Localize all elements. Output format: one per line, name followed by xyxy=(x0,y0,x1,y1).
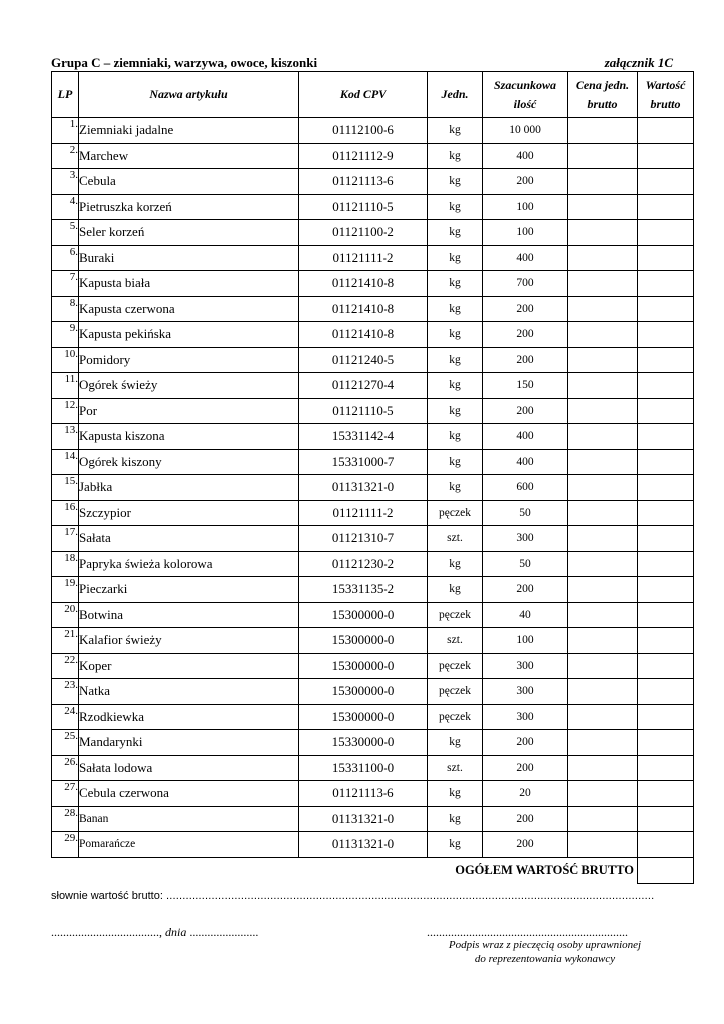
value-cell[interactable] xyxy=(638,169,694,195)
row-number: 1. xyxy=(52,118,79,144)
cpv-code: 01131321-0 xyxy=(299,832,428,858)
table-row xyxy=(52,347,694,373)
unit-price-cell[interactable] xyxy=(568,169,638,195)
value-cell[interactable] xyxy=(638,628,694,654)
cpv-code: 01121111-2 xyxy=(299,500,428,526)
unit-price-cell[interactable] xyxy=(568,424,638,450)
unit: kg xyxy=(428,806,483,832)
unit: kg xyxy=(428,449,483,475)
row-number: 19. xyxy=(52,577,79,603)
value-cell[interactable] xyxy=(638,730,694,756)
estimated-quantity: 200 xyxy=(483,322,568,348)
header-row xyxy=(52,72,694,118)
unit-price-cell[interactable] xyxy=(568,628,638,654)
item-name: Jabłka xyxy=(79,475,299,501)
unit: szt. xyxy=(428,628,483,654)
unit-price-cell[interactable] xyxy=(568,220,638,246)
cpv-code: 01121240-5 xyxy=(299,347,428,373)
value-cell[interactable] xyxy=(638,373,694,399)
row-number: 26. xyxy=(52,755,79,781)
signature-caption-line1: Podpis wraz z pieczęcią osoby uprawnionej xyxy=(448,939,642,951)
unit-price-cell[interactable] xyxy=(568,551,638,577)
estimated-quantity: 200 xyxy=(483,398,568,424)
unit: pęczek xyxy=(428,500,483,526)
value-cell[interactable] xyxy=(638,347,694,373)
value-cell[interactable] xyxy=(638,398,694,424)
estimated-quantity: 100 xyxy=(483,194,568,220)
unit-price-cell[interactable] xyxy=(568,271,638,297)
total-value-cell[interactable] xyxy=(638,857,694,883)
estimated-quantity: 200 xyxy=(483,577,568,603)
unit-price-cell[interactable] xyxy=(568,526,638,552)
table-row xyxy=(52,143,694,169)
value-cell[interactable] xyxy=(638,832,694,858)
col-header-unit: Jedn. xyxy=(428,72,483,118)
item-name: Seler korzeń xyxy=(79,220,299,246)
row-number: 23. xyxy=(52,679,79,705)
unit-price-cell[interactable] xyxy=(568,832,638,858)
item-name: Buraki xyxy=(79,245,299,271)
estimated-quantity: 10 000 xyxy=(483,118,568,144)
items-table-body xyxy=(52,118,694,858)
row-number: 21. xyxy=(52,628,79,654)
unit: kg xyxy=(428,322,483,348)
value-cell[interactable] xyxy=(638,755,694,781)
estimated-quantity: 200 xyxy=(483,806,568,832)
unit-price-cell[interactable] xyxy=(568,143,638,169)
unit-price-cell[interactable] xyxy=(568,118,638,144)
row-number: 8. xyxy=(52,296,79,322)
row-number: 11. xyxy=(52,373,79,399)
cpv-code: 01121410-8 xyxy=(299,296,428,322)
item-name: Ogórek kiszony xyxy=(79,449,299,475)
row-number: 3. xyxy=(52,169,79,195)
table-row xyxy=(52,220,694,246)
row-number: 20. xyxy=(52,602,79,628)
row-number: 9. xyxy=(52,322,79,348)
estimated-quantity: 40 xyxy=(483,602,568,628)
table-row xyxy=(52,373,694,399)
item-name: Ogórek świeży xyxy=(79,373,299,399)
row-number: 5. xyxy=(52,220,79,246)
unit-price-cell[interactable] xyxy=(568,781,638,807)
amount-in-words-field[interactable]: ...................................................................................................................................................... xyxy=(165,890,655,902)
estimated-quantity: 50 xyxy=(483,551,568,577)
unit-price-cell[interactable] xyxy=(568,577,638,603)
estimated-quantity: 100 xyxy=(483,628,568,654)
amount-in-words-separator: : xyxy=(159,890,163,902)
unit: pęczek xyxy=(428,653,483,679)
row-number: 7. xyxy=(52,271,79,297)
estimated-quantity: 20 xyxy=(483,781,568,807)
row-number: 6. xyxy=(52,245,79,271)
estimated-quantity: 200 xyxy=(483,296,568,322)
value-cell[interactable] xyxy=(638,602,694,628)
row-number: 14. xyxy=(52,449,79,475)
cpv-code: 01121111-2 xyxy=(299,245,428,271)
unit-price-cell[interactable] xyxy=(568,398,638,424)
unit: kg xyxy=(428,730,483,756)
cpv-code: 01121410-8 xyxy=(299,322,428,348)
estimated-quantity: 400 xyxy=(483,449,568,475)
table-row xyxy=(52,296,694,322)
estimated-quantity: 200 xyxy=(483,169,568,195)
estimated-quantity: 200 xyxy=(483,347,568,373)
cpv-code: 01121310-7 xyxy=(299,526,428,552)
table-row xyxy=(52,551,694,577)
row-number: 16. xyxy=(52,500,79,526)
unit: pęczek xyxy=(428,602,483,628)
unit-price-cell[interactable] xyxy=(568,322,638,348)
estimated-quantity: 300 xyxy=(483,653,568,679)
place-date-line xyxy=(51,925,258,940)
cpv-code: 01121270-4 xyxy=(299,373,428,399)
row-number: 22. xyxy=(52,653,79,679)
value-cell[interactable] xyxy=(638,475,694,501)
total-label: OGÓŁEM WARTOŚĆ BRUTTO xyxy=(52,857,638,883)
unit: kg xyxy=(428,832,483,858)
unit: kg xyxy=(428,373,483,399)
cpv-code: 15331135-2 xyxy=(299,577,428,603)
table-row xyxy=(52,194,694,220)
unit: kg xyxy=(428,551,483,577)
value-cell[interactable] xyxy=(638,118,694,144)
unit-price-cell[interactable] xyxy=(568,755,638,781)
item-name: Papryka świeża kolorowa xyxy=(79,551,299,577)
cpv-code: 15331000-7 xyxy=(299,449,428,475)
cpv-code: 01121230-2 xyxy=(299,551,428,577)
value-cell[interactable] xyxy=(638,449,694,475)
row-number: 2. xyxy=(52,143,79,169)
item-name: Kalafior świeży xyxy=(79,628,299,654)
unit-price-cell[interactable] xyxy=(568,704,638,730)
unit: kg xyxy=(428,118,483,144)
table-row xyxy=(52,602,694,628)
estimated-quantity: 200 xyxy=(483,832,568,858)
table-row xyxy=(52,169,694,195)
table-row xyxy=(52,424,694,450)
item-name: Kapusta kiszona xyxy=(79,424,299,450)
cpv-code: 15330000-0 xyxy=(299,730,428,756)
table-row xyxy=(52,781,694,807)
unit: kg xyxy=(428,143,483,169)
cpv-code: 01121110-5 xyxy=(299,194,428,220)
row-number: 18. xyxy=(52,551,79,577)
estimated-quantity: 400 xyxy=(483,245,568,271)
col-header-unit-price-line2: brutto xyxy=(587,96,618,111)
unit: kg xyxy=(428,398,483,424)
table-row xyxy=(52,245,694,271)
value-cell[interactable] xyxy=(638,806,694,832)
row-number: 28. xyxy=(52,806,79,832)
row-number: 13. xyxy=(52,424,79,450)
item-name: Cebula czerwona xyxy=(79,781,299,807)
unit: kg xyxy=(428,577,483,603)
date-field[interactable]: ....................... xyxy=(186,925,259,939)
unit: kg xyxy=(428,220,483,246)
unit: kg xyxy=(428,194,483,220)
estimated-quantity: 600 xyxy=(483,475,568,501)
col-header-value xyxy=(638,72,694,118)
item-name: Banan xyxy=(79,806,299,832)
item-name: Sałata xyxy=(79,526,299,552)
value-cell[interactable] xyxy=(638,271,694,297)
unit: kg xyxy=(428,169,483,195)
total-row xyxy=(52,857,694,883)
date-label: dnia xyxy=(165,925,187,939)
item-name: Cebula xyxy=(79,169,299,195)
cpv-code: 15331142-4 xyxy=(299,424,428,450)
table-row xyxy=(52,475,694,501)
estimated-quantity: 300 xyxy=(483,526,568,552)
annex-label: załącznik 1C xyxy=(604,55,673,70)
unit-price-cell[interactable] xyxy=(568,475,638,501)
unit: szt. xyxy=(428,755,483,781)
unit-price-cell[interactable] xyxy=(568,602,638,628)
unit-price-cell[interactable] xyxy=(568,730,638,756)
col-header-value-line2: brutto xyxy=(650,96,681,111)
estimated-quantity: 200 xyxy=(483,755,568,781)
items-table xyxy=(51,71,694,884)
cpv-code: 01121113-6 xyxy=(299,169,428,195)
cpv-code: 01121100-2 xyxy=(299,220,428,246)
unit-price-cell[interactable] xyxy=(568,373,638,399)
item-name: Pieczarki xyxy=(79,577,299,603)
table-row xyxy=(52,398,694,424)
unit: kg xyxy=(428,271,483,297)
row-number: 12. xyxy=(52,398,79,424)
table-row xyxy=(52,628,694,654)
signature-caption-line2: do reprezentowania wykonawcy xyxy=(474,953,616,965)
cpv-code: 15331100-0 xyxy=(299,755,428,781)
amount-in-words-line xyxy=(51,890,654,902)
item-name: Ziemniaki jadalne xyxy=(79,118,299,144)
value-cell[interactable] xyxy=(638,551,694,577)
estimated-quantity: 200 xyxy=(483,730,568,756)
table-row xyxy=(52,653,694,679)
row-number: 29. xyxy=(52,832,79,858)
col-header-cpv: Kod CPV xyxy=(299,72,428,118)
value-cell[interactable] xyxy=(638,653,694,679)
value-cell[interactable] xyxy=(638,143,694,169)
estimated-quantity: 400 xyxy=(483,424,568,450)
item-name: Koper xyxy=(79,653,299,679)
unit-price-cell[interactable] xyxy=(568,245,638,271)
row-number: 15. xyxy=(52,475,79,501)
unit-price-cell[interactable] xyxy=(568,347,638,373)
col-header-qty xyxy=(483,72,568,118)
estimated-quantity: 300 xyxy=(483,679,568,705)
item-name: Kapusta biała xyxy=(79,271,299,297)
cpv-code: 01121113-6 xyxy=(299,781,428,807)
signature-caption xyxy=(400,938,690,966)
unit: kg xyxy=(428,245,483,271)
estimated-quantity: 400 xyxy=(483,143,568,169)
table-row xyxy=(52,806,694,832)
table-row xyxy=(52,449,694,475)
value-cell[interactable] xyxy=(638,424,694,450)
value-cell[interactable] xyxy=(638,577,694,603)
cpv-code: 01121110-5 xyxy=(299,398,428,424)
value-cell[interactable] xyxy=(638,245,694,271)
cpv-code: 15300000-0 xyxy=(299,628,428,654)
value-cell[interactable] xyxy=(638,296,694,322)
group-title: Grupa C – ziemniaki, warzywa, owoce, kiszonki xyxy=(51,55,318,70)
item-name: Kapusta czerwona xyxy=(79,296,299,322)
row-number: 27. xyxy=(52,781,79,807)
estimated-quantity: 50 xyxy=(483,500,568,526)
amount-in-words-label: słownie wartość brutto xyxy=(51,890,160,902)
unit: kg xyxy=(428,296,483,322)
value-cell[interactable] xyxy=(638,781,694,807)
unit-price-cell[interactable] xyxy=(568,653,638,679)
cpv-code: 15300000-0 xyxy=(299,704,428,730)
value-cell[interactable] xyxy=(638,194,694,220)
item-name: Sałata lodowa xyxy=(79,755,299,781)
unit: szt. xyxy=(428,526,483,552)
col-header-value-line1: Wartość xyxy=(645,77,686,92)
col-header-name: Nazwa artykułu xyxy=(79,72,299,118)
unit: kg xyxy=(428,781,483,807)
unit-price-cell[interactable] xyxy=(568,806,638,832)
item-name: Por xyxy=(79,398,299,424)
table-row xyxy=(52,832,694,858)
col-header-unit-price xyxy=(568,72,638,118)
unit-price-cell[interactable] xyxy=(568,500,638,526)
row-number: 25. xyxy=(52,730,79,756)
item-name: Pomarańcze xyxy=(79,832,299,858)
unit: kg xyxy=(428,424,483,450)
estimated-quantity: 150 xyxy=(483,373,568,399)
table-row xyxy=(52,730,694,756)
item-name: Szczypior xyxy=(79,500,299,526)
row-number: 4. xyxy=(52,194,79,220)
signature-field[interactable]: ................................................................... xyxy=(427,925,628,939)
unit-price-cell[interactable] xyxy=(568,679,638,705)
item-name: Pietruszka korzeń xyxy=(79,194,299,220)
cpv-code: 01112100-6 xyxy=(299,118,428,144)
col-header-unit-price-line1: Cena jedn. xyxy=(575,77,630,92)
table-row xyxy=(52,577,694,603)
unit: kg xyxy=(428,347,483,373)
unit: kg xyxy=(428,475,483,501)
col-header-qty-line2: ilość xyxy=(513,96,537,111)
value-cell[interactable] xyxy=(638,220,694,246)
cpv-code: 15300000-0 xyxy=(299,679,428,705)
unit-price-cell[interactable] xyxy=(568,449,638,475)
table-row xyxy=(52,271,694,297)
cpv-code: 15300000-0 xyxy=(299,653,428,679)
value-cell[interactable] xyxy=(638,322,694,348)
table-row xyxy=(52,755,694,781)
document-header xyxy=(51,55,673,71)
item-name: Pomidory xyxy=(79,347,299,373)
item-name: Natka xyxy=(79,679,299,705)
unit: pęczek xyxy=(428,704,483,730)
cpv-code: 01131321-0 xyxy=(299,806,428,832)
value-cell[interactable] xyxy=(638,500,694,526)
cpv-code: 01131321-0 xyxy=(299,475,428,501)
col-header-lp: LP xyxy=(52,72,79,118)
table-row xyxy=(52,704,694,730)
cpv-code: 15300000-0 xyxy=(299,602,428,628)
unit-price-cell[interactable] xyxy=(568,194,638,220)
item-name: Kapusta pekińska xyxy=(79,322,299,348)
col-header-qty-line1: Szacunkowa xyxy=(493,77,557,92)
unit-price-cell[interactable] xyxy=(568,296,638,322)
value-cell[interactable] xyxy=(638,704,694,730)
item-name: Rzodkiewka xyxy=(79,704,299,730)
value-cell[interactable] xyxy=(638,679,694,705)
estimated-quantity: 100 xyxy=(483,220,568,246)
table-row xyxy=(52,118,694,144)
table-row xyxy=(52,526,694,552)
cpv-code: 01121112-9 xyxy=(299,143,428,169)
row-number: 24. xyxy=(52,704,79,730)
item-name: Marchew xyxy=(79,143,299,169)
place-field[interactable]: .................................... xyxy=(51,925,159,939)
unit: pęczek xyxy=(428,679,483,705)
table-row xyxy=(52,679,694,705)
row-number: 17. xyxy=(52,526,79,552)
item-name: Mandarynki xyxy=(79,730,299,756)
value-cell[interactable] xyxy=(638,526,694,552)
date-comma: , xyxy=(159,925,165,939)
cpv-code: 01121410-8 xyxy=(299,271,428,297)
table-row xyxy=(52,500,694,526)
item-name: Botwina xyxy=(79,602,299,628)
estimated-quantity: 300 xyxy=(483,704,568,730)
row-number: 10. xyxy=(52,347,79,373)
estimated-quantity: 700 xyxy=(483,271,568,297)
table-row xyxy=(52,322,694,348)
